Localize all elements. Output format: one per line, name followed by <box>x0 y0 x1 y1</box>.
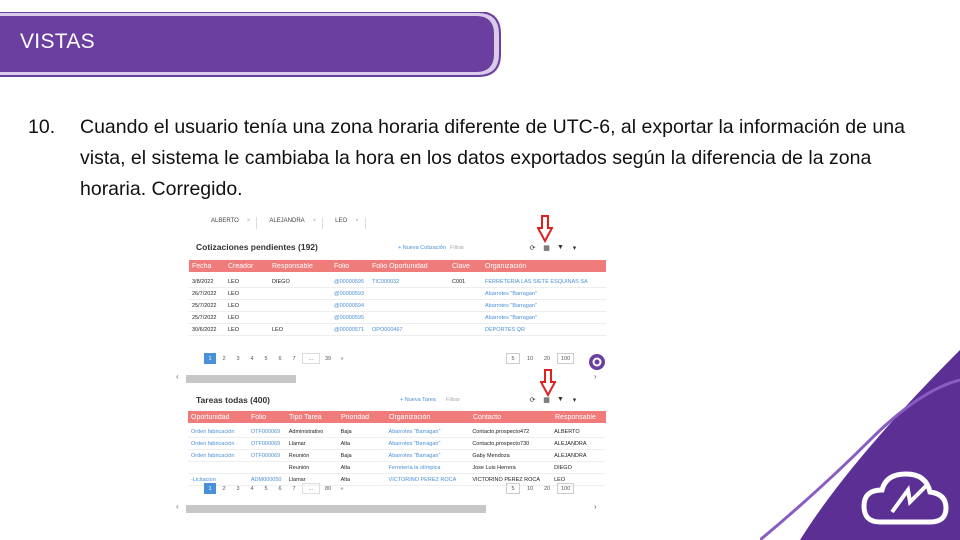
table-cell: 3/8/2022 <box>192 278 214 285</box>
filter-icon[interactable]: ▼ <box>557 244 564 251</box>
table-cell: Baja <box>340 428 352 435</box>
floating-action-icon[interactable] <box>588 353 606 371</box>
page-size-option[interactable]: 100 <box>557 353 574 364</box>
scrollbar-thumb[interactable] <box>186 375 296 383</box>
table-cell: Contacto,prospecto472 <box>472 428 530 435</box>
table-row[interactable] <box>188 426 605 438</box>
page-button[interactable]: 80 <box>324 485 332 492</box>
table-row[interactable] <box>189 324 606 336</box>
page-button[interactable]: 4 <box>250 355 254 362</box>
table-cell[interactable]: Ferretería la olímpica <box>388 464 441 471</box>
column-header[interactable]: Organización <box>485 262 527 270</box>
close-icon: × <box>355 218 359 224</box>
table-cell: 30/6/2022 <box>192 326 217 333</box>
table-cell[interactable]: OPO000467 <box>372 326 403 333</box>
export-arrow-icon <box>540 369 556 397</box>
scroll-right-icon[interactable]: › <box>594 502 597 511</box>
column-header[interactable]: Contacto <box>473 413 502 421</box>
table-cell[interactable]: Abarrotes "Barragan" <box>388 428 441 435</box>
table-cell: VICTORINO PEREZ ROCA <box>472 476 541 483</box>
table-cell[interactable]: Abarrotes "Barragan" <box>485 302 537 309</box>
table-cell[interactable]: Orden fabricación <box>191 440 235 447</box>
table-cell: LEO <box>228 314 240 321</box>
table-row[interactable] <box>189 312 606 324</box>
table-cell[interactable]: FERRETERIA LAS SIETE ESQUINAS SA <box>485 278 588 285</box>
page-button[interactable]: 6 <box>278 355 282 362</box>
decorative-wave <box>760 290 960 540</box>
page-size-option[interactable]: 10 <box>526 485 534 492</box>
table-cell[interactable]: @00000593 <box>334 290 365 297</box>
table-cell: LEO <box>272 326 284 333</box>
table-cell: Alta <box>340 464 351 471</box>
pagination <box>204 353 348 364</box>
chevron-down-icon[interactable]: ▾ <box>572 244 577 252</box>
export-icon[interactable]: ▦ <box>543 396 550 404</box>
new-quote-link[interactable]: + Nueva Cotización <box>398 245 446 251</box>
table-cell[interactable]: Abarrotes "Barragan" <box>388 452 441 459</box>
filter-input[interactable]: Filtrar <box>450 245 465 251</box>
close-icon: × <box>246 218 251 224</box>
page-size-selector <box>506 483 574 494</box>
table-cell: ALEJANDRA <box>554 440 587 447</box>
page-size-option[interactable]: 100 <box>557 483 574 494</box>
close-icon: × <box>312 218 317 224</box>
page-button[interactable]: 3 <box>236 485 240 492</box>
page-button[interactable]: 1 <box>204 483 216 494</box>
table-cell: LEO <box>228 326 240 333</box>
title-banner <box>0 12 500 74</box>
table-cell[interactable]: Abarrotes "Barragan" <box>388 440 441 447</box>
page-size-option[interactable]: 5 <box>506 483 520 494</box>
next-page-button[interactable]: » <box>340 355 344 362</box>
table-cell[interactable]: OTF000069 <box>250 428 281 435</box>
page-button[interactable]: 7 <box>292 355 296 362</box>
filter-icon[interactable]: ▼ <box>557 396 564 403</box>
table-cell[interactable]: @00000571 <box>334 326 365 333</box>
table-cell: LEO <box>228 278 240 285</box>
item-number: 10. <box>28 116 56 138</box>
table-cell[interactable]: @00000594 <box>334 302 365 309</box>
table-cell[interactable]: Orden fabricación <box>191 428 235 435</box>
column-header[interactable]: Responsable <box>272 262 313 270</box>
column-header[interactable]: Tipo Tarea <box>289 413 322 421</box>
table-cell: Alta <box>340 476 351 483</box>
table-cell: 25/7/2022 <box>192 302 217 309</box>
filter-chip[interactable]: ALEJANDRA × <box>263 217 323 229</box>
table-cell: LEO <box>228 302 240 309</box>
export-arrow-icon <box>537 215 553 243</box>
table-cell: C001 <box>452 278 466 285</box>
table-row[interactable] <box>189 276 606 288</box>
pagination <box>204 483 348 494</box>
page-button[interactable]: ... <box>302 483 320 494</box>
column-header[interactable]: Folio Oportunidad <box>372 262 428 270</box>
table-cell: Reunión <box>288 464 310 471</box>
table-cell: Gaby Mendoza <box>472 452 510 459</box>
table-cell: Reunión <box>288 452 310 459</box>
page-button[interactable]: 4 <box>250 485 254 492</box>
table-cell: Llamar <box>288 440 306 447</box>
filter-input[interactable]: Filtrar <box>446 397 461 403</box>
table-cell[interactable]: DEPORTES QR <box>485 326 525 333</box>
page-size-option[interactable]: 10 <box>526 355 534 362</box>
table-cell: Llamar <box>288 476 306 483</box>
page-button[interactable]: 2 <box>222 485 226 492</box>
page-button[interactable]: 5 <box>264 485 268 492</box>
refresh-icon[interactable]: ⟳ <box>529 244 536 252</box>
table-cell[interactable]: ADM000050 <box>250 476 282 483</box>
table-cell[interactable]: Abarrotes "Barragan" <box>485 314 537 321</box>
chevron-down-icon[interactable]: ▾ <box>572 396 577 404</box>
column-header[interactable]: Folio <box>251 413 267 421</box>
scroll-left-icon[interactable]: ‹ <box>176 372 179 381</box>
column-header[interactable]: Creador <box>228 262 254 270</box>
table-header <box>189 260 606 272</box>
table-cell[interactable]: VICTORINO PEREZ ROCA <box>388 476 457 483</box>
slide-title: VISTAS <box>20 30 95 53</box>
filter-chip[interactable]: LEO × <box>329 217 366 229</box>
page-button[interactable]: 1 <box>204 353 216 364</box>
table-cell[interactable]: OTF000069 <box>250 440 281 447</box>
toolbar <box>528 243 579 252</box>
table-cell[interactable]: @00000595 <box>334 314 365 321</box>
table-cell: Contacto,prospecto730 <box>472 440 530 447</box>
column-header[interactable]: Fecha <box>192 262 212 270</box>
table-cell: LEO <box>554 476 566 483</box>
table-header <box>188 411 606 423</box>
table-cell: Administrativo <box>288 428 324 435</box>
column-header[interactable]: Oportunidad <box>191 413 230 421</box>
item-text: Cuando el usuario tenía una zona horaria diferente de UTC-6, al exportar la información de una vista, el sistema le cambiaba la hora en los datos exportados según la diferencia de la zona horaria. Corregido. <box>80 116 905 200</box>
table-cell: Jose Luis Herrera <box>472 464 516 471</box>
page-button[interactable]: 3 <box>236 355 240 362</box>
table-cell[interactable]: OTF000069 <box>250 452 281 459</box>
column-header[interactable]: Clave <box>452 262 470 270</box>
table-row[interactable] <box>188 462 605 474</box>
table-row[interactable] <box>188 438 605 450</box>
table-cell[interactable]: TIC000032 <box>372 278 400 285</box>
filter-chips <box>205 217 366 229</box>
column-header[interactable]: Prioridad <box>341 413 370 421</box>
table-row[interactable] <box>189 288 606 300</box>
page-size-selector <box>506 353 574 364</box>
column-header[interactable]: Folio <box>334 262 350 270</box>
page-button[interactable]: 39 <box>324 355 332 362</box>
scroll-right-icon[interactable]: › <box>594 372 597 381</box>
column-header[interactable]: Organización <box>389 413 431 421</box>
filter-chip[interactable]: ALBERTO × <box>205 217 257 229</box>
quotes-panel <box>176 238 606 368</box>
page-size-option[interactable]: 20 <box>543 355 551 362</box>
scrollbar-thumb[interactable] <box>186 505 486 513</box>
scroll-left-icon[interactable]: ‹ <box>176 502 179 511</box>
panel-title: Cotizaciones pendientes (192) <box>196 242 318 252</box>
export-icon[interactable]: ▦ <box>543 244 550 252</box>
table-cell: Alta <box>340 440 351 447</box>
table-cell[interactable]: -Licitacion <box>191 476 216 483</box>
column-header[interactable]: Responsable <box>555 413 596 421</box>
table-cell: Baja <box>340 452 352 459</box>
refresh-icon[interactable]: ⟳ <box>529 396 536 404</box>
panel-title: Tareas todas (400) <box>196 395 271 405</box>
table-cell: DIEGO <box>272 278 290 285</box>
table-cell[interactable]: Abarrotes "Barragan" <box>485 290 537 297</box>
page-button[interactable]: 2 <box>222 355 226 362</box>
page-button[interactable]: 6 <box>278 485 282 492</box>
page-button[interactable]: 5 <box>264 355 268 362</box>
next-page-button[interactable]: » <box>340 485 344 492</box>
tasks-panel <box>176 390 606 498</box>
table-cell: 25/7/2022 <box>192 314 217 321</box>
table-row[interactable] <box>188 450 605 462</box>
table-cell[interactable]: @00000595 <box>334 278 365 285</box>
table-cell: DIEGO <box>554 464 572 471</box>
horizontal-scrollbar[interactable] <box>176 502 606 514</box>
table-cell: 26/7/2022 <box>192 290 217 297</box>
page-button[interactable]: 7 <box>292 485 296 492</box>
page-button[interactable]: ... <box>302 353 320 364</box>
table-cell: ALEJANDRA <box>554 452 587 459</box>
new-task-link[interactable]: + Nueva Tarea <box>400 397 436 403</box>
table-row[interactable] <box>189 300 606 312</box>
table-cell[interactable]: Orden fabricación <box>191 452 235 459</box>
table-cell: ALBERTO <box>554 428 580 435</box>
page-size-option[interactable]: 20 <box>543 485 551 492</box>
table-cell: LEO <box>228 290 240 297</box>
page-size-option[interactable]: 5 <box>506 353 520 364</box>
